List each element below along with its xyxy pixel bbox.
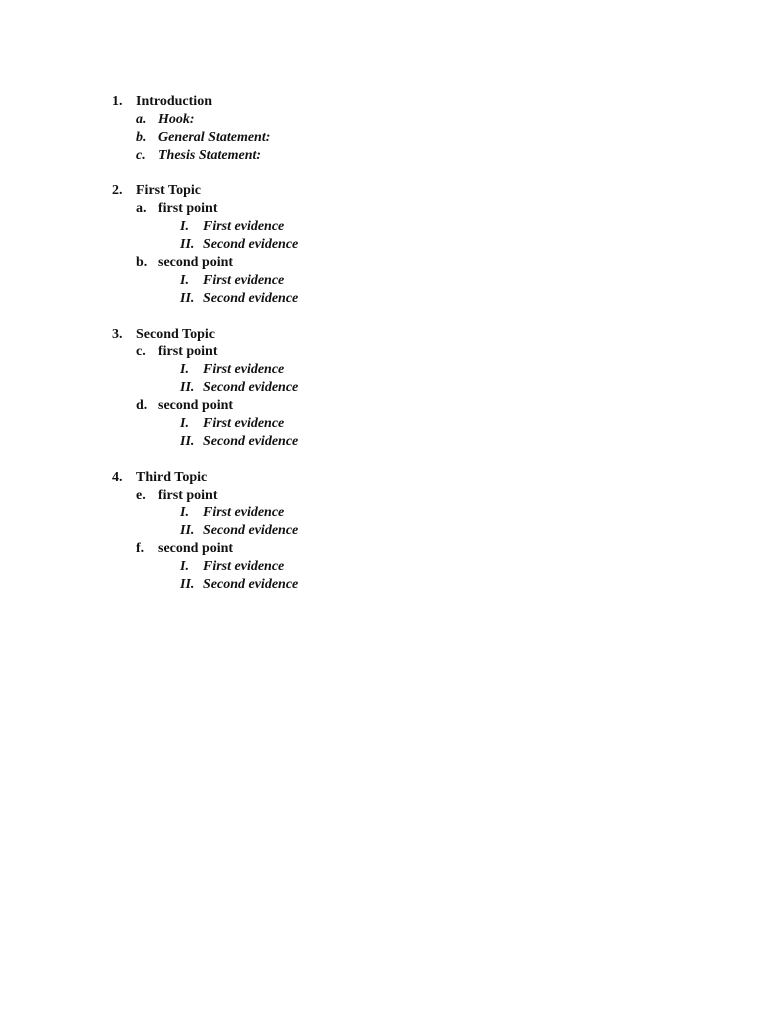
section-spacer bbox=[0, 308, 768, 326]
point-item bbox=[0, 254, 768, 272]
point-marker: d. bbox=[136, 398, 148, 414]
item-marker: a. bbox=[136, 111, 147, 127]
evidence-marker: I. bbox=[180, 362, 189, 378]
evidence-label: First evidence bbox=[203, 272, 285, 288]
section-title: Third Topic bbox=[136, 469, 208, 485]
item-marker: c. bbox=[136, 147, 146, 163]
section-spacer bbox=[0, 165, 768, 183]
evidence-item bbox=[0, 504, 768, 522]
point-marker: a. bbox=[136, 201, 147, 217]
evidence-item bbox=[0, 361, 768, 379]
point-item bbox=[0, 343, 768, 361]
section-number: 2. bbox=[112, 183, 123, 199]
point-marker: e. bbox=[136, 487, 146, 503]
evidence-label: First evidence bbox=[203, 362, 285, 378]
evidence-marker: II. bbox=[180, 380, 195, 396]
evidence-marker: I. bbox=[180, 416, 189, 432]
section-heading bbox=[0, 182, 768, 200]
evidence-label: First evidence bbox=[203, 219, 285, 235]
point-item bbox=[0, 540, 768, 558]
section-number: 4. bbox=[112, 469, 123, 485]
evidence-item bbox=[0, 415, 768, 433]
section-spacer bbox=[0, 451, 768, 469]
point-marker: f. bbox=[136, 541, 145, 557]
point-label: first point bbox=[158, 201, 218, 217]
point-label: first point bbox=[158, 487, 218, 503]
point-label: second point bbox=[158, 541, 234, 557]
evidence-label: Second evidence bbox=[203, 237, 299, 253]
evidence-marker: I. bbox=[180, 505, 189, 521]
evidence-marker: II. bbox=[180, 523, 195, 539]
evidence-item bbox=[0, 576, 768, 594]
evidence-marker: I. bbox=[180, 272, 189, 288]
point-item bbox=[0, 200, 768, 218]
evidence-label: First evidence bbox=[203, 505, 285, 521]
evidence-marker: II. bbox=[180, 433, 195, 449]
section-title: Second Topic bbox=[136, 326, 215, 342]
evidence-marker: II. bbox=[180, 290, 195, 306]
evidence-marker: II. bbox=[180, 237, 195, 253]
item-label: General Statement: bbox=[158, 129, 271, 145]
section-title: First Topic bbox=[136, 183, 201, 199]
evidence-label: Second evidence bbox=[203, 577, 299, 593]
evidence-item bbox=[0, 218, 768, 236]
intro-item bbox=[0, 111, 768, 129]
evidence-item bbox=[0, 236, 768, 254]
point-item bbox=[0, 397, 768, 415]
section-heading bbox=[0, 93, 768, 111]
evidence-label: Second evidence bbox=[203, 523, 299, 539]
evidence-label: First evidence bbox=[203, 416, 285, 432]
item-label: Hook: bbox=[158, 111, 195, 127]
evidence-item bbox=[0, 433, 768, 451]
point-label: second point bbox=[158, 398, 234, 414]
evidence-item bbox=[0, 290, 768, 308]
evidence-label: Second evidence bbox=[203, 433, 299, 449]
evidence-item bbox=[0, 272, 768, 290]
section-number: 3. bbox=[112, 326, 123, 342]
point-marker: b. bbox=[136, 255, 148, 271]
evidence-marker: II. bbox=[180, 577, 195, 593]
evidence-marker: I. bbox=[180, 559, 189, 575]
point-marker: c. bbox=[136, 344, 146, 360]
section-heading bbox=[0, 469, 768, 487]
section-title: Introduction bbox=[136, 94, 212, 109]
section-heading bbox=[0, 326, 768, 344]
point-label: second point bbox=[158, 255, 234, 271]
essay-outline bbox=[0, 93, 768, 594]
intro-item bbox=[0, 147, 768, 165]
evidence-item bbox=[0, 558, 768, 576]
item-label: Thesis Statement: bbox=[158, 147, 262, 163]
evidence-label: First evidence bbox=[203, 559, 285, 575]
section-number: 1. bbox=[112, 94, 123, 109]
intro-item bbox=[0, 129, 768, 147]
evidence-marker: I. bbox=[180, 219, 189, 235]
point-item bbox=[0, 487, 768, 505]
point-label: first point bbox=[158, 344, 218, 360]
evidence-item bbox=[0, 522, 768, 540]
evidence-item bbox=[0, 379, 768, 397]
evidence-label: Second evidence bbox=[203, 290, 299, 306]
item-marker: b. bbox=[136, 129, 147, 145]
evidence-label: Second evidence bbox=[203, 380, 299, 396]
